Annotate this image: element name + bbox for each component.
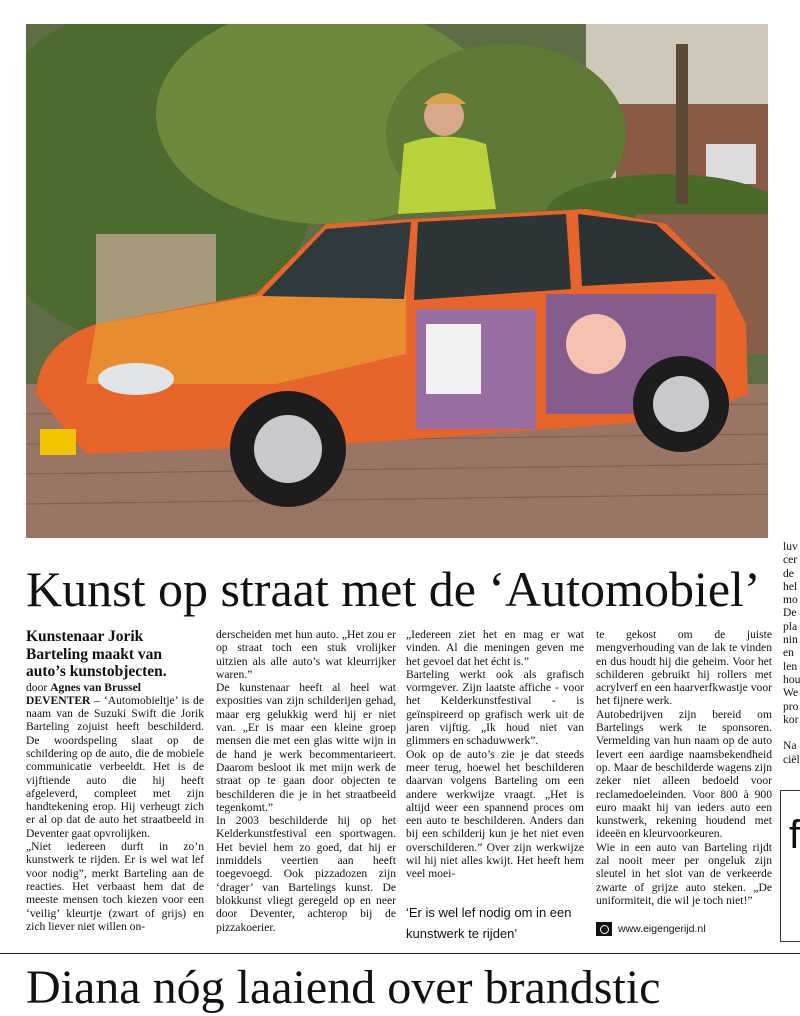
adjacent-column-fragment [783, 540, 800, 766]
pull-quote: ‘Er is wel lef nodig om in een kunstwerk te rijden’ [406, 905, 572, 941]
website-link[interactable]: www.eigengerijd.nl [618, 922, 706, 935]
paragraph: Wie in een auto van Barteling rijdt zal nooit meer per ongeluk zijn sleutel in het slot van de verkeerde zwarte of grijze auto steken. „De uniformiteit, die wil je toch niet!” [596, 840, 772, 907]
brush-icon [596, 922, 612, 936]
byline-author: Agnes van Brussel [50, 680, 142, 694]
adjacent-line: de [783, 566, 794, 580]
paragraph-text: „Niet iedereen durft in zo’n kunstwerk te rijden. Er is wel wat lef voor nodig”, merkt Barteling aan de reacties. Het verbaast hem dat de meeste mensen toch kiezen voor een ‘veilig’ kleurtje (zwart of grijs) en zich liever niet willen on- [26, 840, 204, 933]
paragraph: Barteling werkt ook als grafisch vormgever. Zijn laatste affiche - voor het Kelderkunstfestival - is geïnspireerd op grafisch werk uit de jaren vijftig. „Ik houd niet van glimmers en schaduwwerk”. [406, 667, 584, 748]
next-article-headline: Diana nóg laaiend over brandstic [26, 961, 661, 1014]
byline [26, 681, 204, 694]
paragraph [26, 694, 204, 840]
adjacent-line: Na [783, 739, 797, 753]
adjacent-line [783, 726, 800, 739]
adjacent-line: mo [783, 593, 798, 607]
adjacent-line: pro [783, 699, 799, 713]
headline: Kunst op straat met de ‘Automobiel’ [26, 561, 761, 617]
paragraph: De kunstenaar heeft al heel wat exposities van zijn schilderijen gehad, maar erg gelukkig werd hij er niet van. „Er is maar een kleine groep mensen die met een glas witte wijn in de hand je werk becommentarieert. Daarom besloot ik met mijn werk de straat op te gaan door objecten te beschilderen die je in het straatbeeld tegenkomt.” [216, 681, 396, 814]
article-column-3 [406, 628, 584, 881]
paragraph: Ook op de auto’s zie je dat steeds meer terug, hoewel het beschilderen daarvan volgens Barteling om een andere werkwijze vraagt. „Het is altijd weer een spannend proces om een auto te beschilderen. Anders dan bij een schilderij kun je het niet even overschilderen.” Over zijn werkwijze wil hij niet alles kwijt. Het heeft hem veel moei- [406, 747, 584, 881]
article-column-2 [216, 628, 396, 934]
website-credit [596, 922, 772, 936]
dateline: DEVENTER [26, 693, 91, 707]
adjacent-line: nin [783, 633, 798, 647]
adjacent-box [780, 790, 800, 942]
article-deck: Kunstenaar Jorik Barteling maakt van auto’s kunstobjecten. [26, 628, 167, 680]
adjacent-line: en [783, 646, 794, 660]
paragraph: te gekost om de juiste mengverhouding van de lak te vinden en dus houdt hij die geheim. Voor het schilderen gebruikt hij rollers met acrylverf en een haarverfkwastje voor het fijnere werk. [596, 628, 772, 708]
article-photo [26, 24, 768, 538]
adjacent-line: luv [783, 540, 798, 553]
adjacent-line: De [783, 606, 797, 620]
adjacent-line: ciël [783, 752, 800, 766]
paragraph: Autobedrijven zijn bereid om Bartelings werk te sponsoren. Vermelding van hun naam op de auto levert een aardige naamsbekendheid op. Maar de beschilderde wagens zijn zeker niet alleen bedoeld voor reclamedoeleinden. Voor 800 à 900 euro maakt hij van ieders auto een kunstwerk, rekening houdend met ideeën en kleurvoorkeuren. [596, 707, 772, 841]
adjacent-line: hel [783, 579, 798, 593]
paragraph: „Iedereen ziet het en mag er wat vinden. Al die meningen geven me het gevoel dat het écht is.” [406, 628, 584, 668]
adjacent-line: hou [783, 672, 800, 686]
paragraph-text: – ‘Automobieltje’ is de naam van de Suzuki Swift die Jorik Barteling zojuist heeft beschilderd. De woordspeling slaat op de schildering op de auto, die de mobiele communicatie verbeeldt. Het is de vijftiende auto die hij heeft afgeleverd, compleet met zijn handtekening erop. Hij verheugt zich er al op dat de auto het straatbeeld in Deventer gaat opvrolijken. [26, 693, 204, 840]
adjacent-line: len [783, 659, 798, 673]
adjacent-line: pla [783, 619, 798, 633]
adjacent-line: cer [783, 553, 798, 567]
paragraph: In 2003 beschilderde hij op het Kelderkunstfestival een sportwagen. Het beviel hem zo goed, dat hij er inmiddels veertien aan heeft toegevoegd. Ook pizzadozen zijn ‘drager’ van Bartelings kunst. De blokkunst vliegt geregeld op en neer door Deventer, achterop bij de pizzakoerier. [216, 814, 396, 934]
byline-prefix: door [26, 680, 48, 694]
paragraph [26, 840, 204, 933]
article-column-1 [26, 628, 204, 933]
adjacent-line: kor [783, 712, 799, 726]
paragraph: derscheiden met hun auto. „Het zou er op straat toch een stuk vrolijker uitzien als alle auto’s wat kleurrijker waren.” [216, 628, 396, 681]
adjacent-line: We [783, 686, 799, 700]
article-column-4 [596, 628, 772, 907]
page-divider [0, 953, 800, 954]
adjacent-box-letter: f [789, 813, 800, 857]
